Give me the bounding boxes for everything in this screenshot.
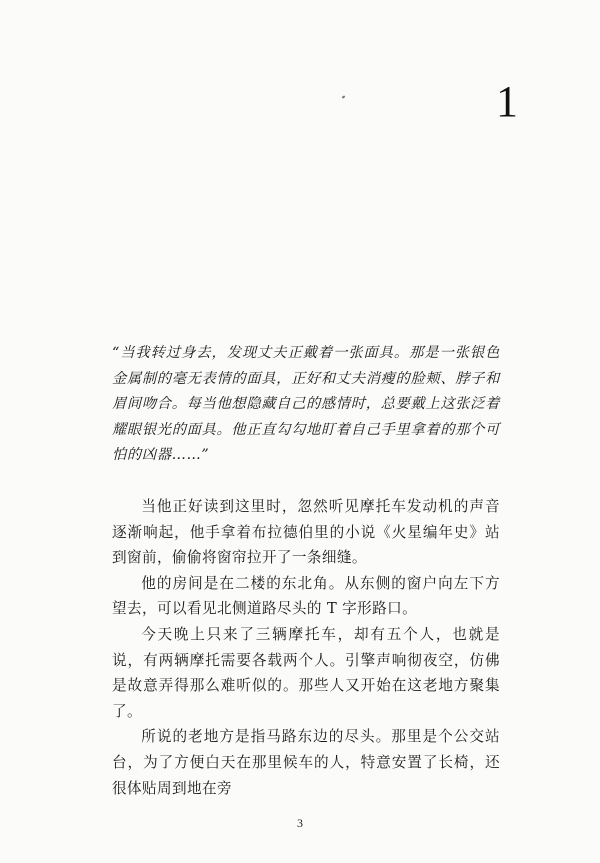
body-text [112,494,500,801]
chapter-number: 1 [496,77,518,126]
paragraph-3: 今天晚上只来了三辆摩托车，却有五个人，也就是说，有两辆摩托需要各载两个人。引擎声响彻夜空，仿佛是故意弄得那么难听似的。那些人又开始在这老地方聚集了。 [112,625,500,720]
page-number: 3 [297,816,303,830]
epigraph-quote: “当我转过身去，发现丈夫正戴着一张面具。那是一张银色金属制的毫无表情的面具，正好和丈夫消瘦的脸颊、脖子和眉间吻合。每当他想隐藏自己的感情时，总要戴上这张泛着耀眼银光的面具。他正直勾勾地盯着自己手里拿着的那个可怕的凶器……” [112,345,500,463]
paragraph-2: 他的房间是在二楼的东北角。从东侧的窗户向左下方望去，可以看见北侧道路尽头的 T 字形路口。 [112,574,500,618]
scan-speck [342,95,346,98]
paragraph-1: 当他正好读到这里时，忽然听见摩托车发动机的声音逐渐响起，他手拿着布拉德伯里的小说《火星编年史》站到窗前，偷偷将窗帘拉开了一条细缝。 [112,498,500,567]
paragraph-4: 所说的老地方是指马路东边的尽头。那里是个公交站台，为了方便白天在那里候车的人，特意安置了长椅，还很体贴周到地在旁 [112,728,500,797]
